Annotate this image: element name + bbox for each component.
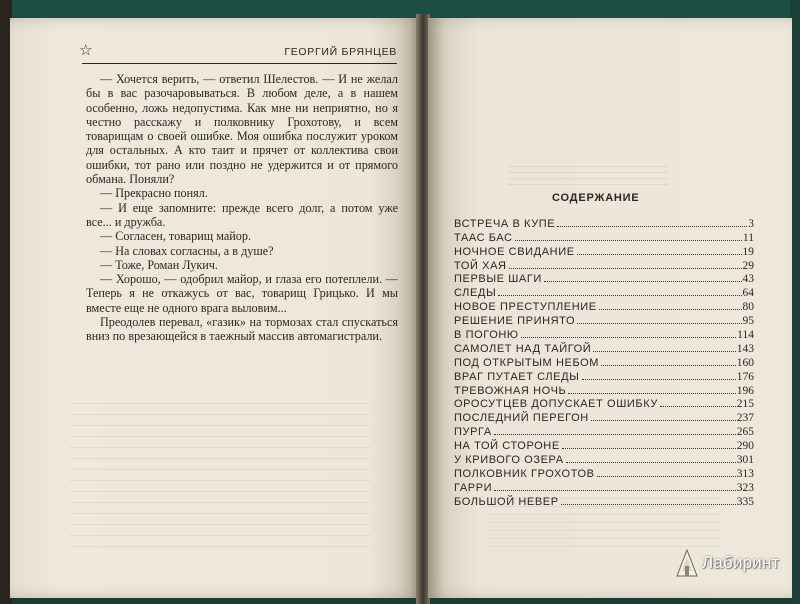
- toc-entry-title: ТОЙ ХАЯ: [454, 259, 507, 272]
- toc-entry-page: 215: [736, 398, 754, 411]
- toc-entry-page: 95: [742, 315, 754, 328]
- toc-entry: [454, 244, 754, 258]
- dot-leader: [599, 308, 742, 310]
- toc-entry-page: 265: [736, 426, 754, 439]
- toc-entry: [454, 424, 754, 438]
- right-page: [428, 18, 792, 598]
- toc-entry-page: 160: [736, 356, 754, 369]
- toc-entry-page: 301: [736, 454, 754, 467]
- paragraph: Преодолев перевал, «газик» на тормозах стал спускаться вниз по врезающейся в таежный массив автомагистрали.: [86, 315, 398, 344]
- toc-entry-title: ВСТРЕЧА В КУПЕ: [454, 217, 556, 230]
- dot-leader: [494, 489, 736, 491]
- show-through-text: [508, 166, 668, 186]
- toc-entry-page: 313: [736, 467, 754, 480]
- toc-entry-page: 290: [736, 440, 754, 453]
- show-through-text: [70, 403, 370, 553]
- toc-entry: [454, 313, 754, 327]
- toc-entry: [454, 452, 754, 466]
- toc-entry: [454, 216, 754, 230]
- toc-entry-page: 335: [736, 495, 754, 508]
- toc-entry: [454, 258, 754, 272]
- dot-leader: [591, 419, 736, 421]
- toc-entry-title: ОРОСУТЦЕВ ДОПУСКАЕТ ОШИБКУ: [454, 398, 658, 411]
- toc-entry-page: 80: [742, 301, 754, 314]
- toc-entry: [454, 272, 754, 286]
- paragraph: — Хочется верить, — ответил Шелестов. — И не желал бы в вас разочаровываться. В любом деле, а в нашем особенно, ложь недопустима. Как мне ни неприятно, но я честно расскажу и полковнику Грохотову, и всем товарищам о своей ошибке. Моя ошибка послужит уроком для остальных. А кто таит и прячет от коллектива свои ошибки, тот рано или поздно не удержится и от прямого обмана. Поняли?: [86, 72, 398, 187]
- running-head: [79, 41, 397, 64]
- dot-leader: [597, 475, 736, 477]
- toc-entry-title: САМОЛЕТ НАД ТАЙГОЙ: [454, 342, 592, 355]
- show-through-imprint: [488, 498, 718, 553]
- labyrinth-logo-icon: [676, 549, 698, 577]
- toc-title: СОДЕРЖАНИЕ: [552, 192, 640, 204]
- toc-entry: [454, 299, 754, 313]
- toc-entry-title: НА ТОЙ СТОРОНЕ: [454, 440, 560, 453]
- toc-entry: [454, 341, 754, 355]
- dot-leader: [521, 336, 737, 338]
- toc-entry-title: ТРЕВОЖНАЯ НОЧЬ: [454, 384, 567, 397]
- toc-entry-title: ВРАГ ПУТАЕТ СЛЕДЫ: [454, 370, 580, 383]
- toc-entry-title: ГАРРИ: [454, 481, 493, 494]
- toc-entry-title: У КРИВОГО ОЗЕРА: [454, 454, 564, 467]
- toc-entry: [454, 230, 754, 244]
- paragraph: — Согласен, товарищ майор.: [100, 229, 252, 244]
- toc-entry: [454, 438, 754, 452]
- toc-entry: [454, 397, 754, 411]
- toc-entry: [454, 480, 754, 494]
- toc-entry: [454, 327, 754, 341]
- dot-leader: [566, 461, 736, 463]
- toc-entry: [454, 369, 754, 383]
- dot-leader: [515, 239, 742, 241]
- toc-entry-page: 237: [736, 412, 754, 425]
- dot-leader: [498, 294, 741, 296]
- toc-entry: [454, 355, 754, 369]
- dot-leader: [577, 253, 742, 255]
- dot-leader: [601, 364, 736, 366]
- toc-entry-title: ТААС БАС: [454, 231, 513, 244]
- author-name: ГЕОРГИЙ БРЯНЦЕВ: [284, 46, 397, 58]
- toc-entry-title: НОВОЕ ПРЕСТУПЛЕНИЕ: [454, 301, 597, 314]
- toc-entry-title: ПУРГА: [454, 426, 492, 439]
- paragraph: — Тоже, Роман Лукич.: [100, 257, 218, 272]
- toc-entry: [454, 466, 754, 480]
- toc-entry-page: 196: [736, 384, 754, 397]
- toc-entry-page: 43: [742, 273, 754, 286]
- toc-entry-page: 114: [737, 329, 754, 342]
- dot-leader: [577, 322, 741, 324]
- table-of-contents: [454, 216, 754, 508]
- toc-entry-page: 143: [736, 342, 754, 355]
- toc-entry-page: 29: [742, 259, 754, 272]
- dot-leader: [660, 405, 736, 407]
- paragraph: — И еще запомните: прежде всего долг, а потом уже все... и дружба.: [86, 200, 398, 229]
- toc-entry-title: НОЧНОЕ СВИДАНИЕ: [454, 245, 575, 258]
- dot-leader: [562, 447, 736, 449]
- dot-leader: [494, 433, 736, 435]
- toc-entry-title: БОЛЬШОЙ НЕВЕР: [454, 495, 559, 508]
- left-page: [10, 18, 418, 598]
- paragraph: — Прекрасно понял.: [100, 186, 208, 201]
- paragraph: — Хорошо, — одобрил майор, и глаза его потеплели. — Теперь я не откажусь от вас, товарищ Грицько. И мы вместе еще не одного врага выловим...: [86, 272, 398, 315]
- toc-entry-title: ПОД ОТКРЫТЫМ НЕБОМ: [454, 356, 600, 369]
- toc-entry-title: РЕШЕНИЕ ПРИНЯТО: [454, 315, 576, 328]
- toc-entry-page: 323: [736, 481, 754, 494]
- paragraph: — На словах согласны, а в душе?: [100, 243, 274, 258]
- toc-entry-page: 11: [742, 231, 754, 244]
- dot-leader: [557, 225, 747, 227]
- watermark-text: Лабиринт: [702, 553, 780, 572]
- dot-leader: [593, 350, 735, 352]
- toc-entry-title: СЛЕДЫ: [454, 287, 497, 300]
- toc-entry: [454, 410, 754, 424]
- toc-entry-page: 3: [748, 217, 754, 230]
- toc-entry-title: В ПОГОНЮ: [454, 329, 519, 342]
- dot-leader: [582, 378, 736, 380]
- watermark: [676, 549, 780, 577]
- body-text: [86, 72, 398, 344]
- toc-entry-page: 64: [742, 287, 754, 300]
- toc-entry-title: ПОСЛЕДНИЙ ПЕРЕГОН: [454, 412, 589, 425]
- dot-leader: [509, 267, 742, 269]
- star-icon: ☆: [79, 41, 93, 59]
- toc-entry: [454, 285, 754, 299]
- dot-leader: [544, 280, 742, 282]
- toc-entry-title: ПОЛКОВНИК ГРОХОТОВ: [454, 467, 595, 480]
- toc-entry-title: ПЕРВЫЕ ШАГИ: [454, 273, 542, 286]
- toc-entry: [454, 383, 754, 397]
- toc-entry-page: 19: [742, 245, 754, 258]
- toc-entry-page: 176: [736, 370, 754, 383]
- dot-leader: [568, 392, 735, 394]
